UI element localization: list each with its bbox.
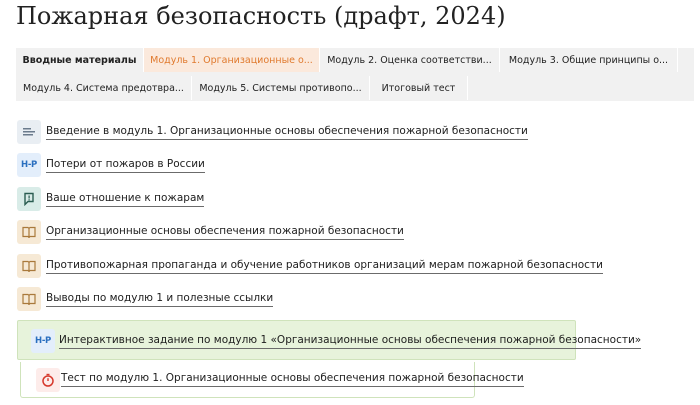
activity-item bbox=[17, 253, 603, 279]
page-icon bbox=[17, 120, 41, 144]
activity-link[interactable]: Выводы по модулю 1 и полезные ссылки bbox=[46, 292, 273, 307]
stopwatch-icon bbox=[36, 368, 60, 392]
quiz-card bbox=[20, 362, 524, 398]
book-icon bbox=[17, 220, 41, 244]
activity-item bbox=[17, 152, 205, 178]
tab-module-5[interactable]: Модуль 5. Системы противопо... bbox=[192, 76, 370, 100]
feedback-icon bbox=[17, 187, 41, 211]
tab-intro-materials[interactable]: Вводные материалы bbox=[16, 48, 144, 72]
tab-module-3[interactable]: Модуль 3. Общие принципы о... bbox=[500, 48, 678, 72]
activity-link[interactable]: Организационные основы обеспечения пожарной безопасности bbox=[46, 225, 404, 240]
interactive-task-link[interactable]: Интерактивное задание по модулю 1 «Организационные основы обеспечения пожарной безопасности» bbox=[59, 334, 641, 349]
activity-link[interactable]: Противопожарная пропаганда и обучение работников организаций мерам пожарной безопасности bbox=[46, 259, 603, 274]
book-icon bbox=[17, 287, 41, 311]
book-icon bbox=[17, 254, 41, 278]
quiz-link[interactable]: Тест по модулю 1. Организационные основы обеспечения пожарной безопасности bbox=[61, 372, 524, 387]
h5p-icon: H-P bbox=[31, 329, 55, 353]
interactive-task-card bbox=[17, 320, 642, 360]
page-title: Пожарная безопасность (драфт, 2024) bbox=[16, 2, 506, 30]
activity-item bbox=[17, 119, 528, 145]
activity-item bbox=[17, 186, 204, 212]
h5p-icon: H-P bbox=[17, 153, 41, 177]
activity-item bbox=[17, 219, 404, 245]
tab-module-1[interactable]: Модуль 1. Организационные о... bbox=[144, 48, 320, 72]
tab-module-2[interactable]: Модуль 2. Оценка соответстви... bbox=[320, 48, 500, 72]
activity-link[interactable]: Потери от пожаров в России bbox=[46, 158, 205, 173]
tab-module-4[interactable]: Модуль 4. Система предотвра... bbox=[16, 76, 192, 100]
tab-final-test[interactable]: Итоговый тест bbox=[370, 76, 468, 100]
activity-link[interactable]: Ваше отношение к пожарам bbox=[46, 192, 204, 207]
activity-link[interactable]: Введение в модуль 1. Организационные основы обеспечения пожарной безопасности bbox=[46, 125, 528, 140]
module-tabs bbox=[16, 48, 694, 101]
activity-item bbox=[17, 286, 273, 312]
